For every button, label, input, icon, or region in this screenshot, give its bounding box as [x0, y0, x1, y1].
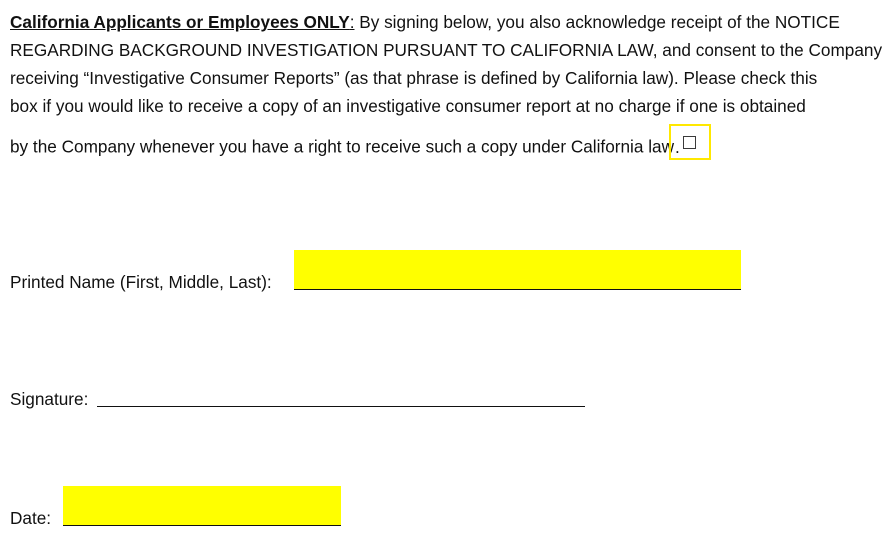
notice-line-1-text: By signing below, you also acknowledge receipt of the NOTICE [354, 12, 840, 32]
notice-line-2: REGARDING BACKGROUND INVESTIGATION PURSUANT TO CALIFORNIA LAW, and consent to the Company [10, 40, 883, 60]
printed-name-label: Printed Name (First, Middle, Last): [10, 272, 272, 292]
signature-row [10, 388, 88, 410]
signature-input[interactable] [97, 384, 585, 407]
notice-line-4: box if you would like to receive a copy of an investigative consumer report at no charge if one is obtained [10, 96, 806, 116]
printed-name-underline [294, 289, 741, 290]
heading-colon: : [349, 12, 355, 32]
date-label: Date: [10, 508, 52, 528]
copy-request-checkbox[interactable] [683, 136, 696, 149]
printed-name-input[interactable] [294, 250, 741, 290]
date-row [10, 507, 51, 529]
notice-line-5-text: by the Company whenever you have a right to receive such a copy under California law [10, 136, 674, 157]
notice-line-5 [10, 130, 882, 166]
notice-line-3: receiving “Investigative Consumer Reports” (as that phrase is defined by California law). Please check this [10, 68, 818, 88]
notice-line-5-period: . [675, 136, 680, 157]
notice-line-1 [10, 8, 882, 36]
california-notice-paragraph [10, 8, 882, 166]
printed-name-row [10, 271, 272, 293]
california-only-heading: California Applicants or Employees ONLY [10, 12, 350, 32]
date-underline [63, 525, 341, 526]
date-input[interactable] [63, 486, 341, 526]
signature-label: Signature: [10, 389, 89, 409]
